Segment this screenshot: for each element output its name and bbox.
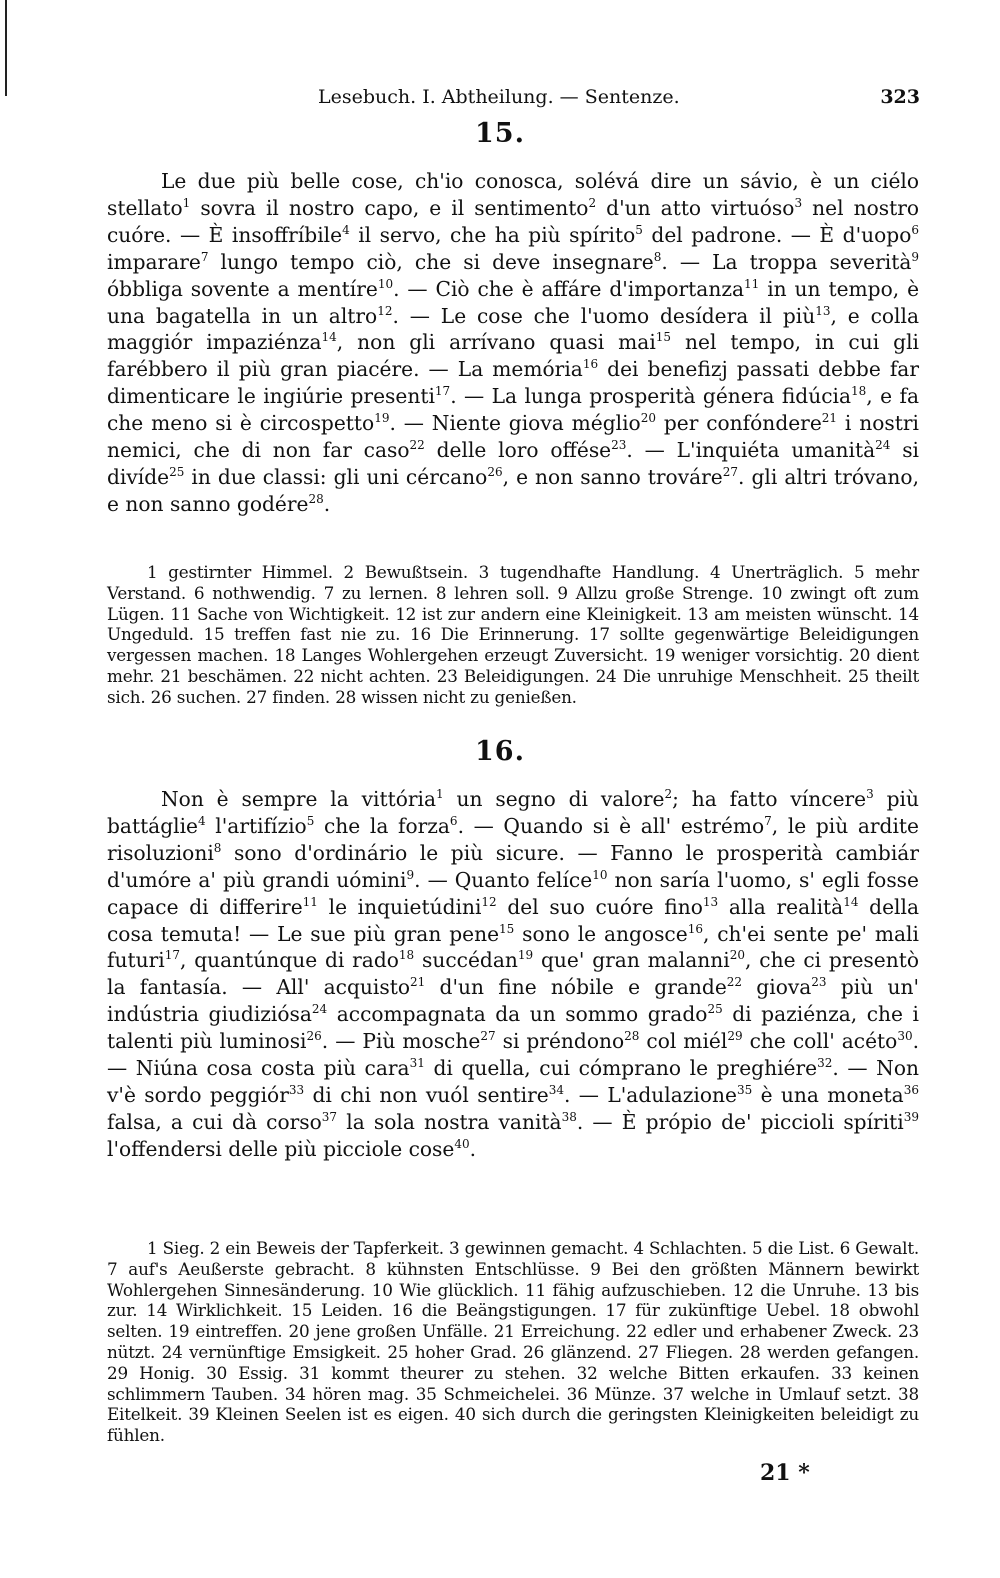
section-number-15: 15. xyxy=(475,118,525,149)
signature-mark: 21 * xyxy=(760,1460,810,1486)
section-15-text: Le due più belle cose, ch'io conosca, solévá dire un sávio, è un ciélo stellato$^1$ sovra il nostro capo, e il sentimento$^2$ d'un atto virtuóso$^3$ nel nostro cuóre. — È insoffríbile$^4$ il servo, che ha più spírito$^5$ del padrone. — È d'uopo$^6$ imparare$^7$ lungo tempo ciò, che si deve insegnare$^8$. — La troppa severità$^9$ óbbliga sovente a mentíre$^{10}$. — Ciò che è affáre d'importanza$^{11}$ in un tempo, è una bagatella in un altro$^{12}$. — Le cose che l'uomo desídera il più$^{13}$, e colla maggiór impaziénza$^{14}$, non gli arrívano quasi mai$^{15}$ nel tempo, in cui gli farébbero il più gran piacére. — La memória$^{16}$ dei benefizj passati debbe far dimenticare le ingiúrie presenti$^{17}$. — La lunga prosperità génera fidúcia$^{18}$, e fa che meno si è circospetto$^{19}$. — Niente giova méglio$^{20}$ per confóndere$^{21}$ i nostri nemici, che di non far caso$^{22}$ delle loro offése$^{23}$. — L'inquiéta umanità$^{24}$ si divíde$^{25}$ in due classi: gli uni cércano$^{26}$, e non sanno trováre$^{27}$. gli altri tróvano, e non sanno godére$^{28}$. xyxy=(107,169,920,516)
section-16-footnotes: 1 Sieg. 2 ein Beweis der Tapferkeit. 3 gewinnen gemacht. 4 Schlachten. 5 die List. 6 Gewalt. 7 auf's Aeußerste gebracht. 8 kühnsten Entschlüsse. 9 Bei den größten Männern bewirkt Wohlergehen Sinnesänderung. 10 Wie glücklich. 11 fähig aufzuschieben. 12 die Unruhe. 13 bis zur. 14 Wirklichkeit. 15 Leiden. 16 die Beängstigungen. 17 für zukünftige Uebel. 18 obwohl selten. 19 eintreffen. 20 jene großen Unfälle. 21 Erreichung. 22 edler und erhabener Zweck. 23 nützt. 24 vernünftige Emsigkeit. 25 hoher Grad. 26 glänzend. 27 Fliegen. 28 werden gefangen. 29 Honig. 30 Essig. 31 kommt theurer zu stehen. 32 welche Bitten erkaufen. 33 keinen schlimmern Tauben. 34 hören mag. 35 Schmeichelei. 36 Münze. 37 welche in Umlauf setzt. 38 Eitelkeit. 39 Kleinen Seelen ist es eigen. 40 sich durch die geringsten Kleinigkeiten beleidigt zu fühlen. xyxy=(107,1238,919,1446)
section-number-16: 16. xyxy=(475,736,525,767)
running-head: Lesebuch. I. Abtheilung. — Sentenze. xyxy=(318,86,680,108)
section-16-text: Non è sempre la vittória$^1$ un segno di valore$^2$; ha fatto víncere$^3$ più battáglie$^4$ l'artifízio$^5$ che la forza$^6$. — Quando si è all' estrémo$^7$, le più ardite risoluzioni$^8$ sono d'ordinário le più sicure. — Fanno le prosperità cambiár d'umóre a' più grandi uómini$^9$. — Quanto felíce$^{10}$ non saría l'uomo, s' egli fosse capace di differire$^{11}$ le inquietúdini$^{12}$ del suo cuóre fino$^{13}$ alla realità$^{14}$ della cosa temuta! — Le sue più gran pene$^{15}$ sono le angosce$^{16}$, ch'ei sente pe' mali futuri$^{17}$, quantúnque di rado$^{18}$ succédan$^{19}$ que' gran malanni$^{20}$, che ci presentò la fantasía. — All' acquisto$^{21}$ d'un fine nóbile e grande$^{22}$ giova$^{23}$ più un' indústria giudiziósa$^{24}$ accompagnata da un sommo grado$^{25}$ di paziénza, che i talenti più luminosi$^{26}$. — Più mosche$^{27}$ si préndono$^{28}$ col miél$^{29}$ che coll' acéto$^{30}$. — Niúna cosa costa più cara$^{31}$ di quella, cui cómprano le preghiére$^{32}$. — Non v'è sordo peggiór$^{33}$ di chi non vuól sentire$^{34}$. — L'adulazione$^{35}$ è una moneta$^{36}$ falsa, a cui dà corso$^{37}$ la sola nostra vanità$^{38}$. — È própio de' piccioli spíriti$^{39}$ l'offendersi delle più picciole cose$^{40}$. xyxy=(107,787,920,1161)
page-number: 323 xyxy=(880,86,920,108)
page-edge-line xyxy=(5,0,7,96)
section-15-footnotes: 1 gestirnter Himmel. 2 Bewußtsein. 3 tugendhafte Handlung. 4 Unerträglich. 5 mehr Verstand. 6 nothwendig. 7 zu lernen. 8 lehren soll. 9 Allzu große Strenge. 10 zwingt oft zum Lügen. 11 Sache von Wichtigkeit. 12 ist zur andern eine Kleinigkeit. 13 am meisten wünscht. 14 Ungeduld. 15 treffen fast nie zu. 16 Die Erinnerung. 17 sollte gegenwärtige Beleidigungen vergessen machen. 18 Langes Wohlergehen erzeugt Zuversicht. 19 weniger vorsichtig. 20 dient mehr. 21 beschämen. 22 nicht achten. 23 Beleidigungen. 24 Die unruhige Menschheit. 25 theilt sich. 26 suchen. 27 finden. 28 wissen nicht zu genießen. xyxy=(107,562,919,707)
